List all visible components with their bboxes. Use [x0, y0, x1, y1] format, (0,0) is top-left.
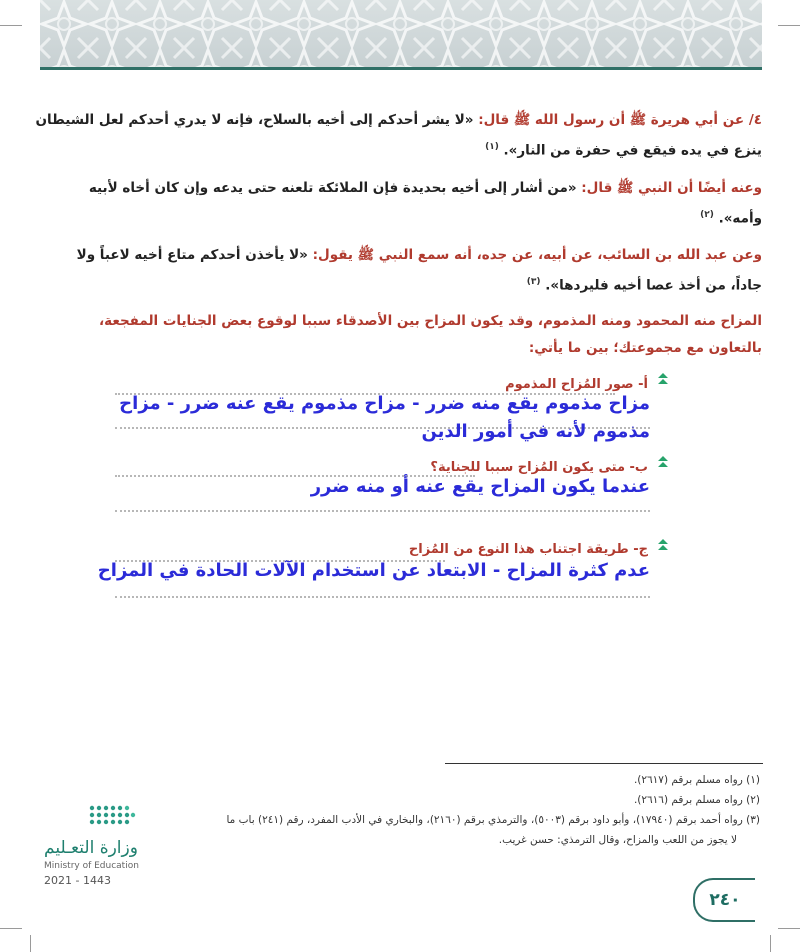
footnote-1: (١) رواه مسلم برقم (٢٦١٧). — [633, 774, 760, 786]
edition-year: 2021 - 1443 — [44, 874, 111, 887]
activity-intro-line-2: بالتعاون مع مجموعتك؛ بين ما يأتي: — [528, 340, 762, 356]
footnote-ref-1: (١) — [485, 142, 499, 152]
footnote-ref-2: (٢) — [700, 210, 714, 220]
double-chevron-bullet-icon — [656, 538, 670, 552]
answer-c-line-1: عدم كثرة المزاح - الابتعاد عن استخدام الآلات الحادة في المزاح — [97, 560, 650, 581]
footnote-3: (٣) رواه أحمد برقم (١٧٩٤٠)، وأبو داود برقم (٥٠٠٣)، والترمذي برقم (٢١٦٠)، والبخاري في الأدب المفرد، رقم (٢٤١) باب ما — [226, 814, 760, 826]
hadith-3-intro: وعن عبد الله بن السائب، عن أبيه، عن جده، أنه سمع النبي ﷺ يقول: — [312, 247, 762, 263]
geometric-pattern — [40, 0, 762, 70]
ministry-name-arabic: وزارة التعـليم — [44, 838, 138, 858]
hadith-paragraph-1 — [35, 107, 762, 165]
footnote-3-cont: لا يجوز من اللعب والمزاح، وقال الترمذي: حسن غريب. — [498, 834, 737, 846]
answer-line-c-2 — [115, 596, 650, 598]
answer-b-line-1: عندما يكون المزاح يقع عنه أو منه ضرر — [310, 476, 650, 497]
ministry-name-english: Ministry of Education — [44, 861, 139, 871]
crop-mark-top-left — [0, 25, 22, 26]
activity-intro-line-1: المزاح منه المحمود ومنه المذموم، وقد يكون المزاح بين الأصدقاء سببا لوقوع بعض الجنايات المفجعة، — [99, 313, 762, 329]
crop-mark-bottom-left — [0, 928, 22, 929]
hadith-1-text-cont: ينزع في يده فيقع في حفرة من النار». — [503, 142, 762, 159]
hadith-1-text: «لا يشر أحدكم إلى أخيه بالسلاح، فإنه لا يدري أحدكم لعل الشيطان — [35, 112, 474, 128]
crop-mark-bottom-right-v — [770, 935, 771, 952]
header-ornament-band — [40, 0, 762, 70]
question-c-label: ج- طريقة اجتناب هذا النوع من المُزاح — [408, 542, 648, 557]
question-a-label: أ- صور المُزاح المذموم — [505, 377, 648, 392]
footnote-separator — [445, 763, 763, 764]
answer-a-line-1: مزاح مذموم يقع منه ضرر - مزاح مذموم يقع عنه ضرر - مزاح — [119, 393, 650, 414]
ministry-dots-logo-icon — [88, 804, 136, 830]
crop-mark-bottom-left-v — [30, 935, 31, 952]
page-number-tab — [693, 878, 755, 922]
hadith-paragraph-3 — [76, 242, 762, 300]
page-number: ٢٤٠ — [709, 890, 741, 910]
hadith-3-text: «لا يأخذن أحدكم متاع أخيه لاعباً ولا — [76, 247, 308, 263]
crop-mark-bottom-right — [778, 928, 800, 929]
question-b-label: ب- متى يكون المُزاح سببا للجناية؟ — [430, 460, 648, 475]
footnote-2: (٢) رواه مسلم برقم (٢٦١٦). — [633, 794, 760, 806]
hadith-2-intro: وعنه أيضًا أن النبي ﷺ قال: — [581, 180, 762, 196]
double-chevron-bullet-icon — [656, 455, 670, 469]
double-chevron-bullet-icon — [656, 372, 670, 386]
hadith-paragraph-2 — [88, 175, 762, 233]
hadith-2-text: «من أشار إلى أخيه بحديدة فإن الملائكة تلعنه حتى يدعه وإن كان أخاه لأبيه — [88, 180, 577, 196]
footnote-ref-3: (٣) — [526, 277, 541, 287]
answer-line-b-2 — [115, 510, 650, 512]
crop-mark-top-right — [778, 25, 800, 26]
hadith-2-text-cont: وأمه». — [718, 210, 762, 227]
hadith-3-text-cont: جاداً، من أخذ عصا أخيه فليردها». — [545, 277, 762, 294]
activity-intro — [99, 308, 762, 362]
answer-a-line-2: مذموم لأنه في أمور الدين — [421, 421, 650, 442]
hadith-1-intro: ٤/ عن أبي هريرة ﷺ أن رسول الله ﷺ قال: — [478, 112, 762, 128]
